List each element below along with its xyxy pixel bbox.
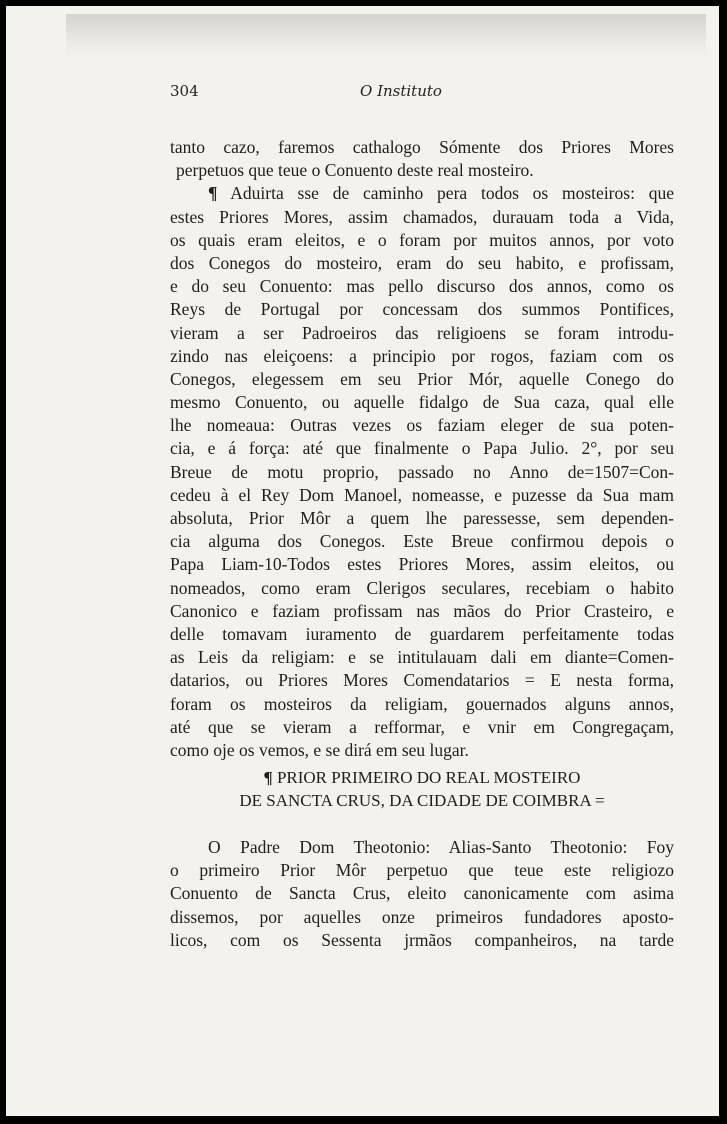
body-paragraph-2 (170, 836, 674, 952)
paragraph-mark-icon: ¶ (208, 183, 218, 204)
text-line: Reys de Portugal por concessam dos summos Pontifices, (170, 299, 674, 320)
text-line: as Leis da religiam: e se intitulauam dali em diante=Comen- (170, 647, 674, 668)
text-line: dos Conegos do mosteiro, eram do seu habito, e profissam, (170, 252, 674, 273)
text-line: foram os mosteiros da religiam, gouernados alguns annos, (170, 693, 674, 714)
text-line: Aduirta sse de caminho pera todos os mosteiros: que (230, 183, 674, 204)
paragraph-mark-icon: ¶ (263, 768, 273, 787)
text-line: Breue de motu proprio, passado no Anno de=1507=Con- (170, 461, 674, 482)
heading-line (170, 766, 674, 789)
page-number: 304 (170, 82, 199, 100)
text-line: e do seu Conuento: mas pello discurso dos annos, como os (170, 276, 674, 297)
text-line: mesmo Conuento, ou aquelle fidalgo de Sua caza, qual elle (170, 392, 674, 413)
text-line: Canonico e faziam profissam nas mãos do Prior Crasteiro, e (170, 600, 674, 621)
scan-shadow (66, 14, 706, 58)
text-line: tanto cazo, faremos cathalogo Sómente dos Priores Mores (170, 137, 674, 157)
text-line (170, 182, 674, 205)
text-line: zindo nas eleiçoens: a principio por rogos, faziam com os (170, 345, 674, 366)
heading-text: PRIOR PRIMEIRO DO REAL MOSTEIRO (276, 768, 581, 787)
text-line: delle tomavam iuramento de guardarem perfeitamente todas (170, 623, 674, 644)
text-line: Conuento de Sancta Crus, eleito canonicamente com asima (170, 883, 674, 904)
text-line: cia, e á força: até que finalmente o Papa Julio. 2°, por seu (170, 438, 674, 459)
text-line: o primeiro Prior Môr perpetuo que teue este religiozo (170, 860, 674, 881)
text-line: vieram a ser Padroeiros das religioens se foram introdu- (170, 322, 674, 343)
text-line: Conegos, elegessem em seu Prior Mór, aquelle Conego do (170, 368, 674, 389)
text-line: lhe nomeaua: Outras vezes os faziam eleger de sua poten- (170, 415, 674, 436)
document-page (6, 6, 719, 1116)
running-title: O Instituto (360, 82, 442, 100)
text-line: estes Priores Mores, assim chamados, durauam toda a Vida, (170, 206, 674, 227)
text-line: até que se vieram a refformar, e vnir em Congregaçam, (170, 716, 674, 737)
text-line: absoluta, Prior Môr a quem lhe paressesse, sem dependen- (170, 508, 674, 528)
text-line: os quais eram eleitos, e o foram por muitos annos, por voto (170, 229, 674, 250)
section-heading (170, 766, 674, 812)
body-paragraphs (170, 136, 674, 762)
text-line: licos, com os Sessenta jrmãos companheiros, na tarde (170, 929, 674, 950)
text-line: cedeu à el Rey Dom Manoel, nomeasse, e puzesse da Sua mam (170, 484, 674, 505)
page-header (170, 82, 670, 106)
text-line: perpetuos que teue o Conuento deste real mosteiro. (176, 160, 534, 181)
text-line: O Padre Dom Theotonio: Alias-Santo Theotonio: Foy (208, 837, 674, 857)
text-line: Papa Liam-10-Todos estes Priores Mores, assim eleitos, ou (170, 554, 674, 575)
text-line: cia alguma dos Conegos. Este Breue confirmou depois o (170, 531, 674, 552)
heading-line: DE SANCTA CRUS, DA CIDADE DE COIMBRA = (239, 791, 605, 810)
text-line: datarios, ou Priores Mores Comendatarios = E nesta forma, (170, 670, 674, 691)
text-line: nomeados, como eram Clerigos seculares, recebiam o habito (170, 577, 674, 598)
text-line: como oje os vemos, e se dirá em seu lugar. (170, 739, 469, 760)
text-line: dissemos, por aquelles onze primeiros fundadores aposto- (170, 906, 674, 927)
